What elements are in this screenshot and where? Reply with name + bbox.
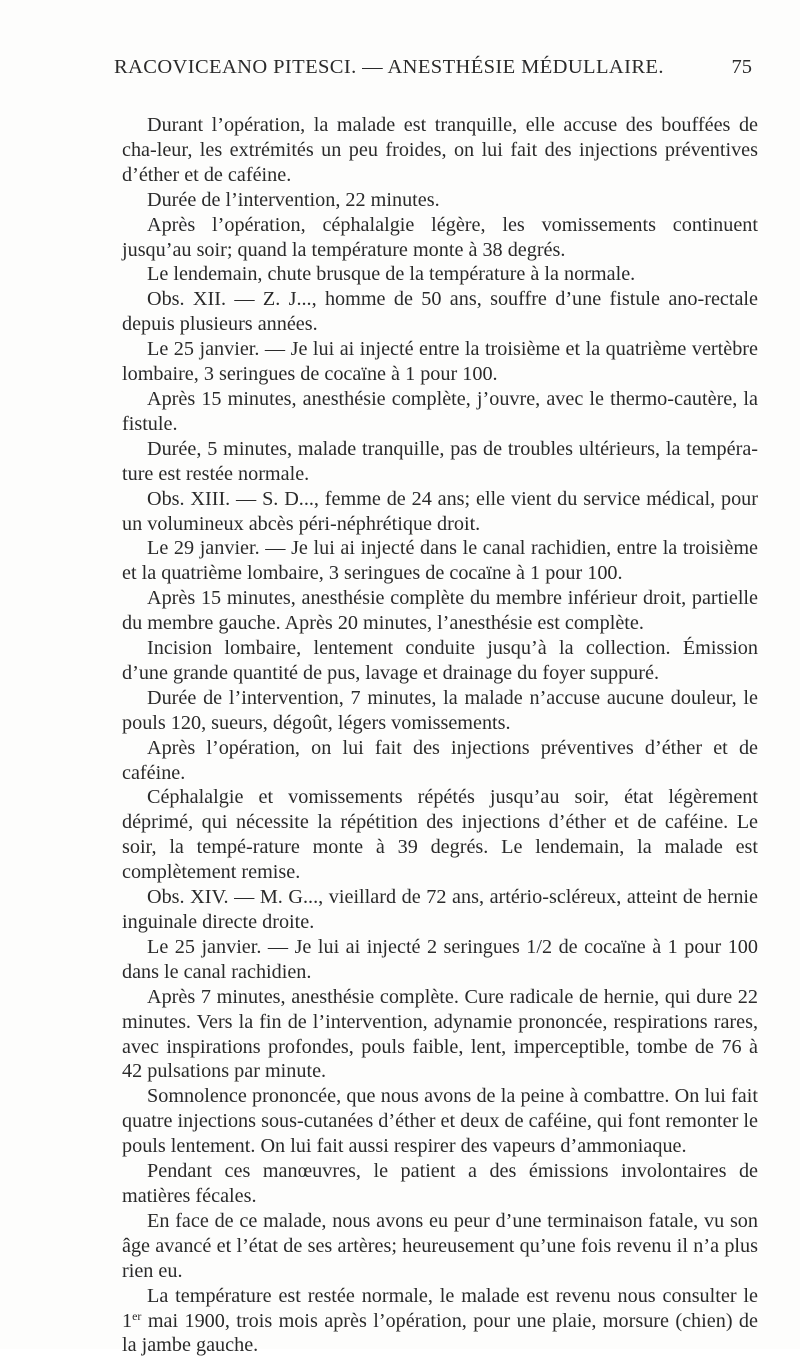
paragraph-last (122, 1284, 758, 1358)
paragraph: Somnolence prononcée, que nous avons de la peine à combattre. On lui fait quatre injections sous-cutanées d’éther et deux de caféine, qui font remonter le pouls lentement. On lui fait aussi respirer des vapeurs d’ammoniaque. (122, 1085, 758, 1158)
paragraph: Après l’opération, on lui fait des injections préventives d’éther et de caféine. (122, 736, 758, 784)
running-head: RACOVICEANO PITESCI. — ANESTHÉSIE MÉDULLAIRE. (114, 56, 664, 78)
page-header (114, 56, 752, 86)
paragraph-last-tail: mai 1900, trois mois après l’opération, pour une plaie, morsure (chien) de la jambe gauche. (122, 1309, 758, 1357)
paragraph: Après 15 minutes, anesthésie complète du membre inférieur droit, partielle du membre gauche. Après 20 minutes, l’anesthésie est complète. (122, 587, 758, 635)
date-day: 1 (122, 1309, 133, 1332)
paragraph: Après 7 minutes, anesthésie complète. Cure radicale de hernie, qui dure 22 minutes. Vers la fin de l’intervention, adynamie prononcée, respirations rares, avec inspirations profondes, pouls faible, lent, imperceptible, tombe de 76 à 42 pulsations par minute. (122, 985, 758, 1083)
paragraph: Durée de l’intervention, 22 minutes. (147, 188, 440, 211)
page-number: 75 (731, 56, 752, 78)
ordinal-superscript: er (132, 1308, 142, 1323)
paragraph: Le 29 janvier. — Je lui ai injecté dans le canal rachidien, entre la troisième et la quatrième lombaire, 3 seringues de cocaïne à 1 pour 100. (122, 537, 758, 585)
paragraph: Le lendemain, chute brusque de la température à la normale. (147, 263, 636, 286)
paragraph: Durée, 5 minutes, malade tranquille, pas de troubles ultérieurs, la tempéra-ture est restée normale. (122, 437, 758, 485)
paragraph: Céphalalgie et vomissements répétés jusqu’au soir, état légèrement déprimé, qui nécessite la répétition des injections d’éther et de caféine. Le soir, la tempé-rature monte à 39 degrés. Le lendemain, la malade est complètement remise. (122, 786, 758, 884)
body-text (122, 113, 758, 1358)
paragraph: Obs. XIII. — S. D..., femme de 24 ans; elle vient du service médical, pour un volumineux abcès péri-néphrétique droit. (122, 487, 758, 535)
paragraph: Après l’opération, céphalalgie légère, les vomissements continuent jusqu’au soir; quand la température monte à 38 degrés. (122, 213, 758, 261)
paragraph: Pendant ces manœuvres, le patient a des émissions involontaires de matières fécales. (122, 1160, 758, 1207)
paragraph: Durée de l’intervention, 7 minutes, la malade n’accuse aucune douleur, le pouls 120, sueurs, dégoût, légers vomissements. (122, 686, 758, 734)
paragraph: Le 25 janvier. — Je lui ai injecté entre la troisième et la quatrième vertèbre lombaire, 3 seringues de cocaïne à 1 pour 100. (122, 338, 758, 386)
paragraph: Obs. XIV. — M. G..., vieillard de 72 ans, artério-scléreux, atteint de hernie inguinale directe droite. (122, 886, 758, 933)
paragraph: Obs. XII. — Z. J..., homme de 50 ans, souffre d’une fistule ano-rectale depuis plusieurs années. (122, 288, 758, 336)
paragraph: Après 15 minutes, anesthésie complète, j’ouvre, avec le thermo-cautère, la fistule. (122, 387, 758, 435)
paragraph: Durant l’opération, la malade est tranquille, elle accuse des bouffées de cha-leur, les extrémités un peu froides, on lui fait des injections préventives d’éther et de caféine. (122, 114, 758, 186)
paragraph: Le 25 janvier. — Je lui ai injecté 2 seringues 1/2 de cocaïne à 1 pour 100 dans le canal rachidien. (122, 935, 758, 983)
paragraph: Incision lombaire, lentement conduite jusqu’à la collection. Émission d’une grande quantité de pus, lavage et drainage du foyer suppuré. (122, 637, 758, 684)
paragraph: En face de ce malade, nous avons eu peur d’une terminaison fatale, vu son âge avancé et l’état de ses artères; heureusement qu’une fois revenu il n’a plus rien eu. (122, 1209, 758, 1282)
paragraph-last-text: La température est restée normale, le malade est revenu nous consulter le (147, 1284, 758, 1307)
